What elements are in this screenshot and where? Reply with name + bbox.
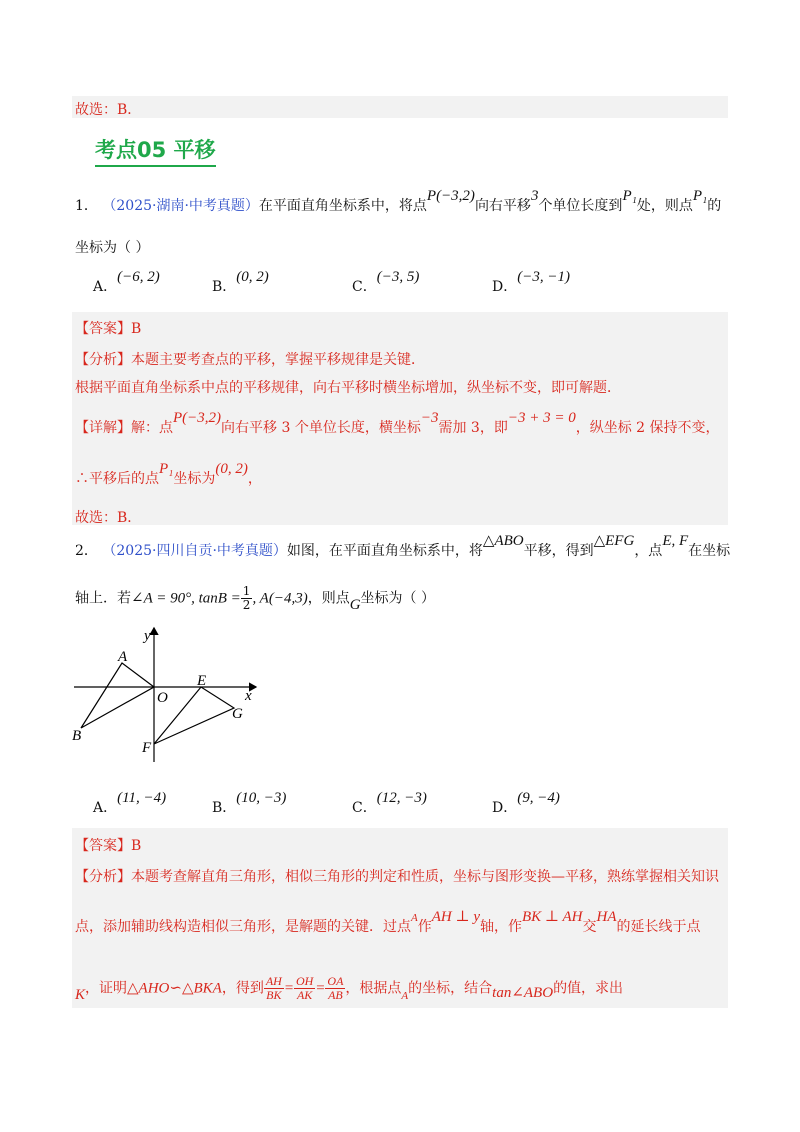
a1-answer: 【答案】B [75,321,142,337]
q1-text: 处，则点 [636,198,693,214]
q2-number: 2． [75,543,98,559]
a2-analysis-line3: K，证明△AHO∽△BKA，得到 $\frac{AH}{BK}$ = $\frac{OH}{AK}$ = $\frac{OA}{AB}$ ，根据点$_A$的坐标，结合tan∠ABO的值，求出 [75,974,624,1003]
label-f: F [142,740,152,756]
coordinate-figure [60,620,270,770]
q1-text: 在平面直角坐标系中，将点 [258,198,427,214]
q1-option-d: D．(−3, −1) [492,269,570,295]
a2-fraction-1: $\frac{AH}{BK}$ [265,974,282,1002]
label-a: A [118,649,128,665]
a1-analysis: 【分析】本题主要考查点的平移，掌握平移规律是关键． [75,352,425,368]
top-answer: 故选：B． [75,102,142,118]
a2-tan: tan∠ABO [492,984,554,1001]
top-answer-box [72,96,728,118]
a1-final: 故选：B． [75,510,142,526]
q1-point-p1: P₁ [692,188,708,204]
q2-triangle-abo: △ABO [482,533,524,549]
a2-ah-perp: AH ⊥ y [431,909,480,925]
a1-point-p1: P₁ [159,461,174,477]
q1-option-c: C．(−3, 5) [352,269,420,295]
label-b: B [72,728,82,744]
label-x: x [245,688,252,704]
q1-line2: 坐标为（ ） [75,240,150,256]
q1-option-a: A．(−6, 2) [93,269,160,295]
q1-option-b: B．(0, 2) [212,269,269,295]
label-y: y [144,628,151,644]
a2-point-a2: A [401,989,409,1002]
a2-bk-perp: BK ⊥ AH [522,909,583,925]
label-g: G [232,706,243,722]
q2-option-c: C．(12, −3) [352,790,427,816]
q2-line2: 轴上．若∠A = 90°, tanB = $\frac{1}{2}$ , A(−4,3)，则点G坐标为（ ） [75,584,435,613]
q1-num-3: 3 [530,188,539,204]
label-o: O [157,690,168,706]
label-e: E [197,673,207,689]
section-title: 考点05 平移 [95,134,216,167]
a2-point-k: K [75,986,86,1003]
q1-number: 1． [75,198,98,214]
q2-point-a: , A(−4,3) [252,590,308,607]
q1-line1 [75,188,722,215]
q1-source: （2025·湖南·中考真题） [102,198,259,214]
q2-point-g: G [349,596,361,613]
a1-equation: −3 + 3 = 0 [507,410,576,426]
a2-answer: 【答案】B [75,838,142,854]
q1-text: 的 [707,198,722,214]
q2-option-d: D．(9, −4) [492,790,560,816]
q2-option-b: B．(10, −3) [212,790,287,816]
q2-triangle-efg: △EFG [593,533,635,549]
a1-detail: 【详解】解：点P(−3,2)向右平移 3 个单位长度，横坐标−3需加 3，即−3 + 3 = 0，纵坐标 2 保持不变， [75,410,720,436]
q2-source: （2025·四川自贡·中考真题） [102,543,287,559]
triangle-abo [81,663,154,728]
q2-points-ef: E, F [662,533,689,549]
q1-point-p1: P₁ [622,188,637,204]
a2-fraction-3: $\frac{OA}{AB}$ [327,974,344,1002]
a2-ha: HA [596,909,617,925]
q1-text: 个单位长度到 [538,198,623,214]
q2-condition: ∠A = 90°, tanB = [131,590,241,607]
a1-minus3: −3 [420,410,439,426]
a1-point-p: P(−3,2) [173,410,222,426]
q2-line1: 2． （2025·四川自贡·中考真题）如图，在平面直角坐标系中，将△ABO平移，得到△EFG，点E, F在坐标 [75,533,731,559]
q2-fraction: $\frac{1}{2}$ [242,584,251,612]
a1-coord: (0, 2) [215,461,248,477]
a1-therefore: ∴平移后的点P₁坐标为(0, 2)， [75,461,262,487]
a1-analysis2: 根据平面直角坐标系中点的平移规律，向右平移时横坐标增加，纵坐标不变，即可解题． [75,380,621,396]
a2-analysis-line2: 点，添加辅助线构造相似三角形，是解题的关键．过点$^A$作AH ⊥ y轴，作BK ⊥ AH交HA的延长线于点 [75,909,701,935]
q1-point-p: P(−3,2) [426,188,475,204]
a2-analysis-line1: 【分析】本题考查解直角三角形，相似三角形的判定和性质，坐标与图形变换—平移，熟练掌握相关知识 [75,869,719,885]
a2-point-a: A [411,912,418,924]
a2-fraction-2: $\frac{OH}{AK}$ [295,974,314,1002]
a2-similar: △AHO∽△BKA [127,980,222,997]
q1-text: 向右平移 [474,198,531,214]
q2-option-a: A．(11, −4) [93,790,167,816]
